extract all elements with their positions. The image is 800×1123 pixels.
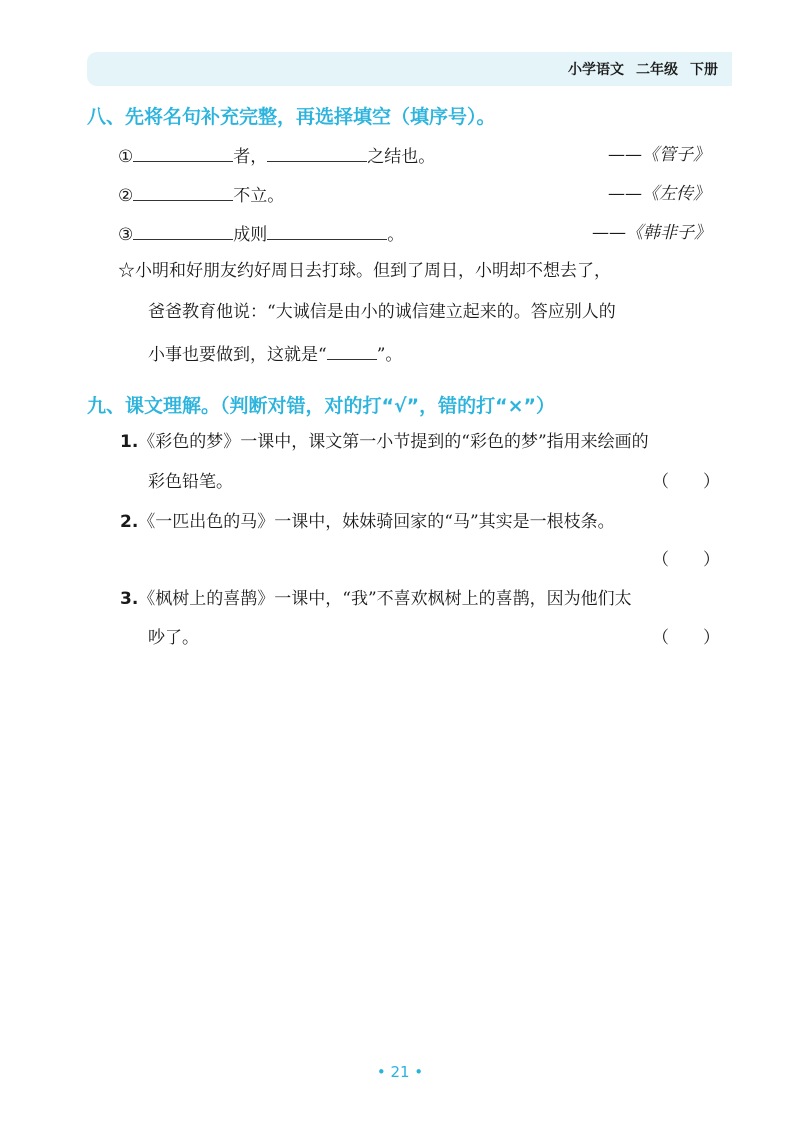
quote-1-blank-a[interactable] xyxy=(133,143,233,162)
story-line-3-a: 小事也要做到，这就是“ xyxy=(148,345,327,365)
quote-1-part1: 者， xyxy=(233,147,268,167)
section-9-title: 九、课文理解。（判断对错，对的打“√”，错的打“×”） xyxy=(87,395,556,417)
quote-3 xyxy=(118,221,404,247)
quote-3-source: ——《韩非子》 xyxy=(592,223,711,243)
judge-item-3-text: 《枫树上的喜鹊》一课中，“我”不喜欢枫树上的喜鹊，因为他们太 xyxy=(138,589,632,609)
quote-1 xyxy=(118,143,435,169)
story-line-3-b: ”。 xyxy=(376,345,403,365)
quote-3-blank-b[interactable] xyxy=(267,221,387,240)
story-blank[interactable] xyxy=(327,341,377,360)
quote-2-source: ——《左传》 xyxy=(608,184,710,204)
quote-3-marker: ③ xyxy=(118,225,134,245)
judge-item-1-line-1 xyxy=(120,430,649,454)
quote-3-part2: 。 xyxy=(387,225,405,245)
quote-2 xyxy=(118,182,284,208)
judge-item-1-text: 《彩色的梦》一课中，课文第一小节提到的“彩色的梦”指用来绘画的 xyxy=(138,432,649,452)
judge-item-2-line-1 xyxy=(120,510,615,534)
judge-item-2-number: 2. xyxy=(120,512,139,532)
judge-item-3-answer[interactable]: （ ） xyxy=(652,628,720,648)
quote-1-part2: 之结也。 xyxy=(367,147,436,167)
judge-item-3-line-2: 吵了。 xyxy=(148,628,199,648)
judge-item-1-number: 1. xyxy=(120,432,139,452)
header-grade: 二年级 xyxy=(636,62,678,78)
section-8-title: 八、先将名句补充完整，再选择填空（填序号）。 xyxy=(87,106,496,128)
judge-item-2-text: 《一匹出色的马》一课中，妹妹骑回家的“马”其实是一根枝条。 xyxy=(138,512,615,532)
quote-1-source: ——《管子》 xyxy=(608,145,710,165)
judge-item-1-answer[interactable]: （ ） xyxy=(652,472,720,492)
quote-2-marker: ② xyxy=(118,186,134,206)
header-text xyxy=(568,59,718,79)
story-line-3 xyxy=(148,341,402,367)
header-subject: 小学语文 xyxy=(568,62,624,78)
quote-2-part1: 不立。 xyxy=(233,186,285,206)
quote-1-blank-b[interactable] xyxy=(267,143,367,162)
story-line-2: 爸爸教育他说：“大诚信是由小的诚信建立起来的。答应别人的 xyxy=(148,302,616,322)
header-bar xyxy=(87,52,732,86)
judge-item-1-line-2: 彩色铅笔。 xyxy=(148,472,233,492)
story-line-1: ☆小明和好朋友约好周日去打球。但到了周日，小明却不想去了， xyxy=(118,261,611,281)
header-volume: 下册 xyxy=(690,62,718,78)
quote-3-blank-a[interactable] xyxy=(133,221,233,240)
page-number: • 21 • xyxy=(376,1063,424,1081)
quote-3-part1: 成则 xyxy=(233,225,268,245)
judge-item-3-number: 3. xyxy=(120,589,139,609)
quote-1-marker: ① xyxy=(118,147,134,167)
quote-2-blank[interactable] xyxy=(133,182,233,201)
judge-item-3-line-1 xyxy=(120,587,632,611)
judge-item-2-answer[interactable]: （ ） xyxy=(652,550,720,570)
